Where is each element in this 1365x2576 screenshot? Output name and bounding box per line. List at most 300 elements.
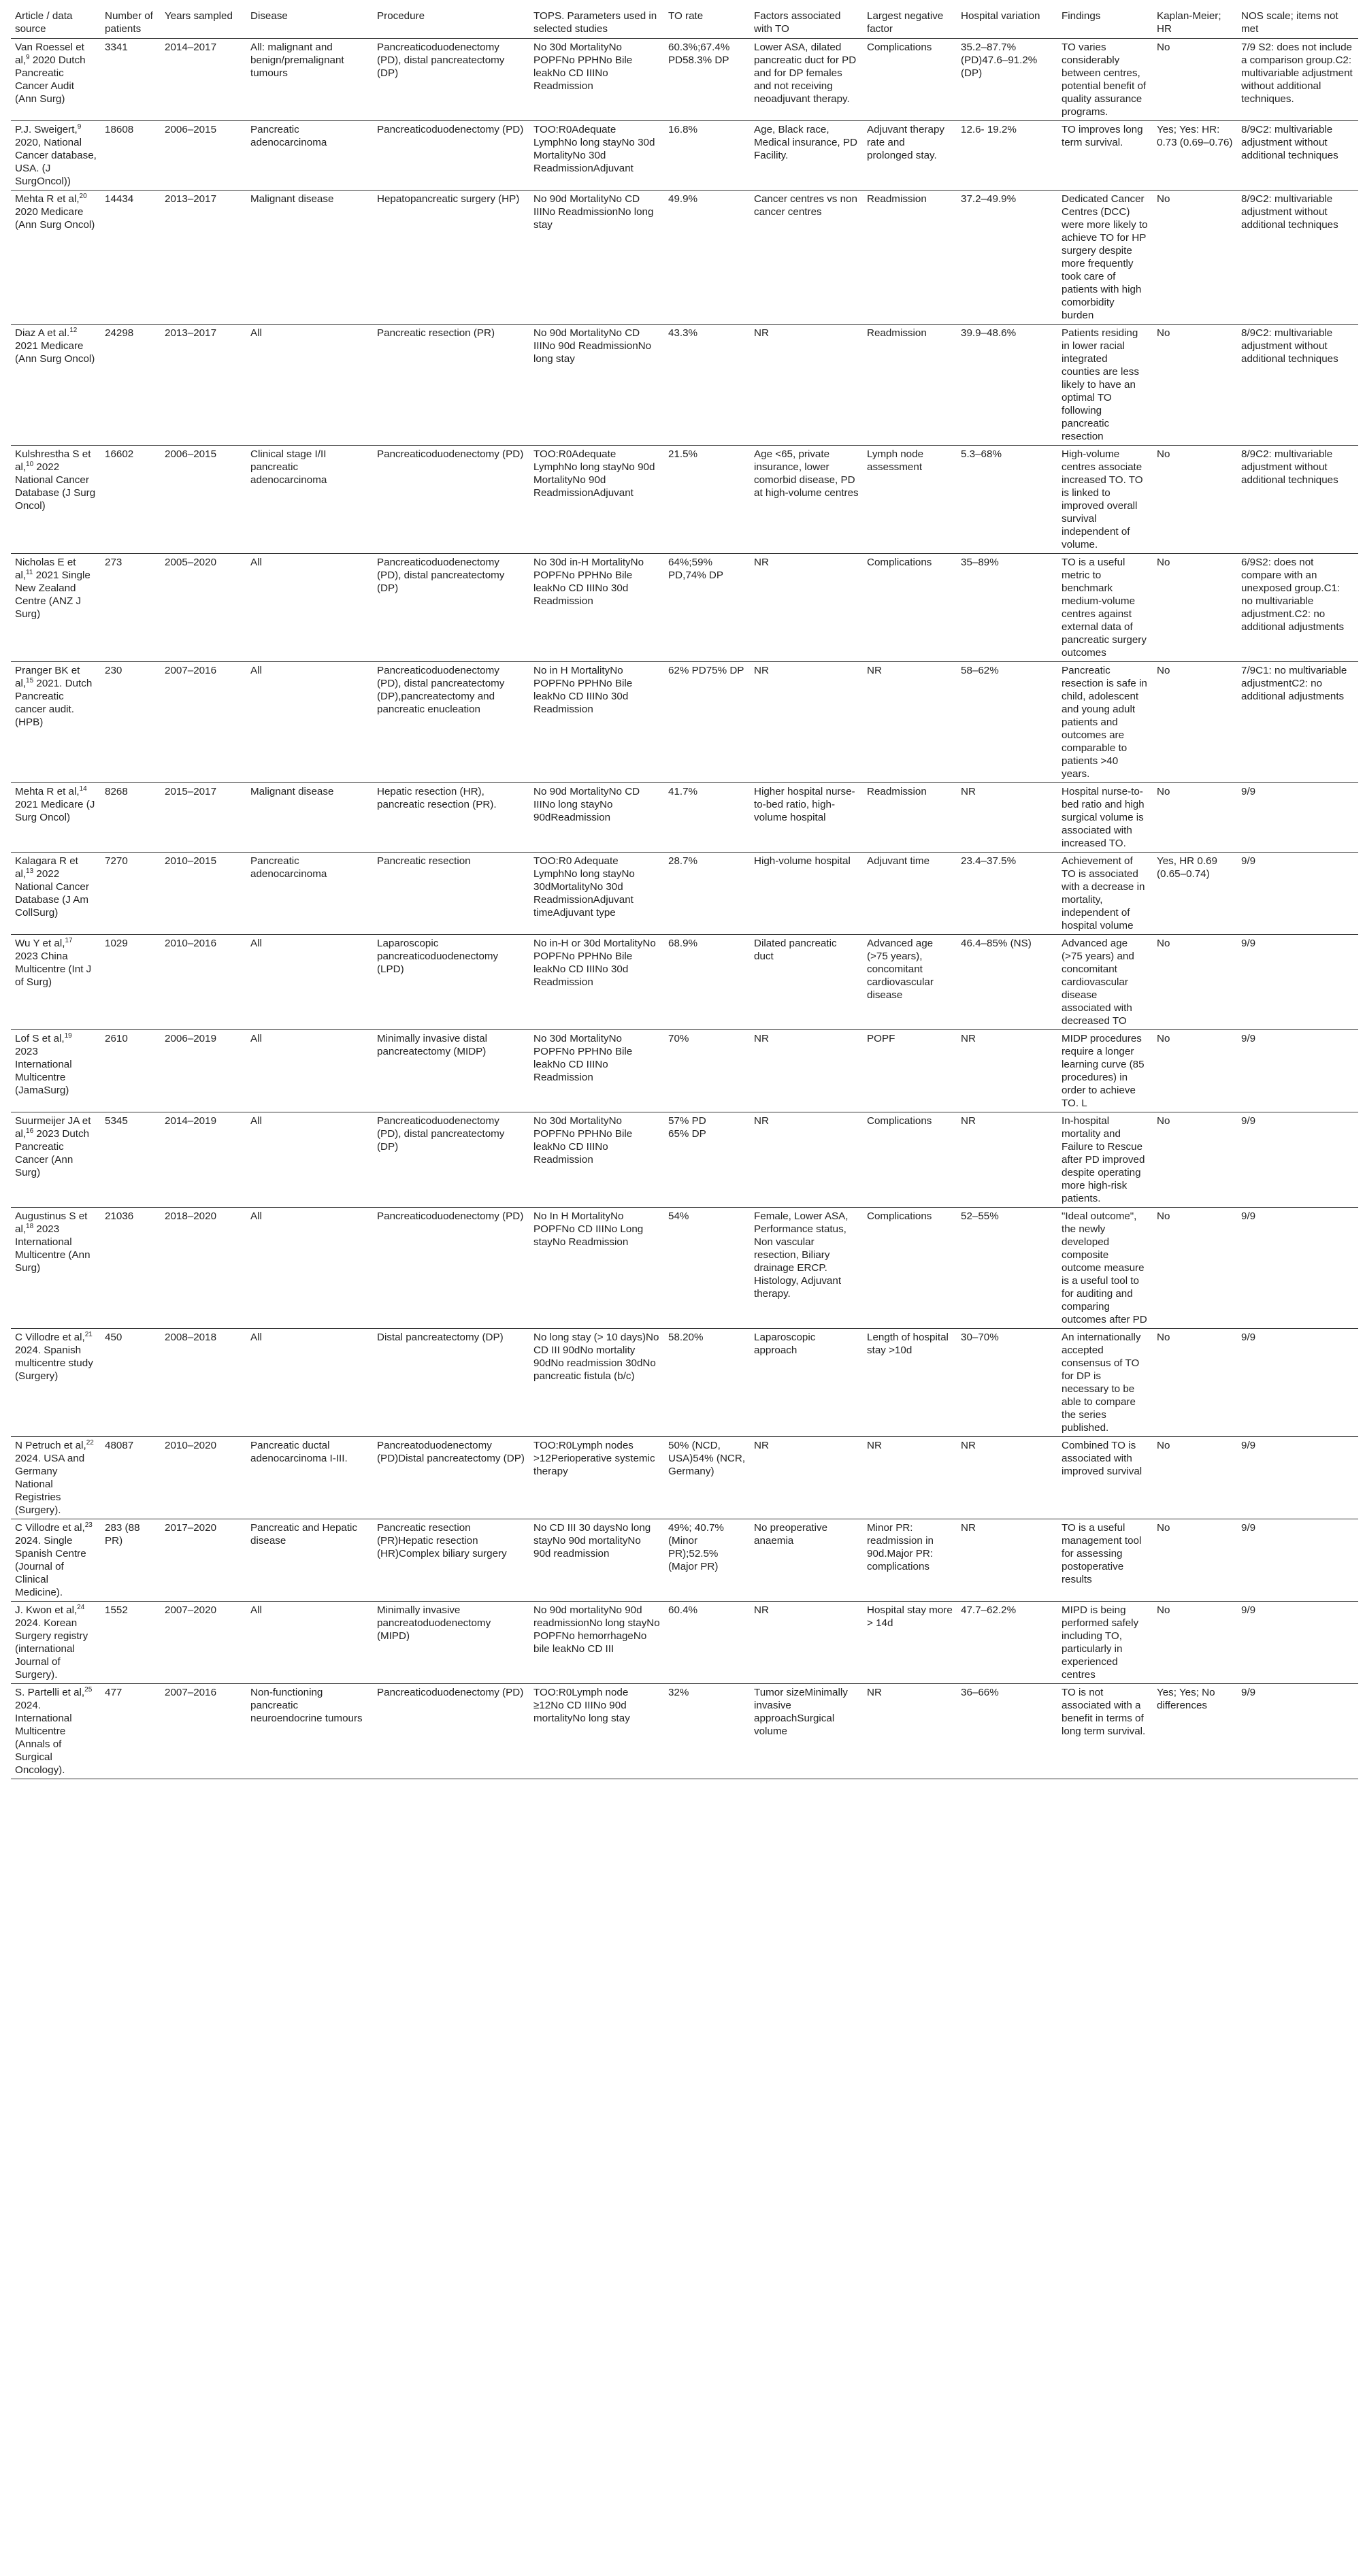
negative-factor-cell: Length of hospital stay >10d <box>863 1329 957 1437</box>
table-row <box>11 446 1358 554</box>
table-row <box>11 1684 1358 1779</box>
findings-cell: TO is not associated with a benefit in terms of long term survival. <box>1057 1684 1153 1779</box>
article-source: 2024. USA and Germany National Registries (Surgery). <box>15 1453 85 1516</box>
years-cell: 2007–2020 <box>161 1602 246 1684</box>
findings-cell: Combined TO is associated with improved survival <box>1057 1437 1153 1519</box>
article-author: Pranger BK et al, <box>15 665 80 689</box>
article-source: 2023 International Multicentre (Ann Surg) <box>15 1223 91 1274</box>
hospital-variation-cell: 58–62% <box>957 662 1057 783</box>
to-rate-cell: 58.20% <box>664 1329 750 1437</box>
article-source: 2024. International Multicentre (Annals of Surgical Oncology). <box>15 1700 72 1776</box>
hospital-variation-cell: NR <box>957 1519 1057 1602</box>
tops-cell: No 90d mortalityNo 90d readmissionNo long stayNo POPFNo hemorrhageNo bile leakNo CD III <box>529 1602 664 1684</box>
tops-cell: No 30d in-H MortalityNo POPFNo PPHNo Bile leakNo CD IIINo 30d Readmission <box>529 554 664 662</box>
hospital-variation-cell: 36–66% <box>957 1684 1057 1779</box>
reference-number: 9 <box>26 53 30 61</box>
article-source: 2020 Medicare (Ann Surg Oncol) <box>15 206 95 231</box>
factors-cell: Age, Black race, Medical insurance, PD Facility. <box>750 121 863 191</box>
hospital-variation-cell: 35.2–87.7% (PD)47.6–91.2% (DP) <box>957 39 1057 121</box>
procedure-cell: Minimally invasive distal pancreatectomy (MIDP) <box>373 1030 529 1112</box>
disease-cell: All <box>246 1112 373 1208</box>
to-rate-cell: 16.8% <box>664 121 750 191</box>
findings-cell: Hospital nurse-to-bed ratio and high surgical volume is associated with increased TO. <box>1057 783 1153 853</box>
to-rate-cell: 70% <box>664 1030 750 1112</box>
kaplan-meier-cell: No <box>1153 1208 1237 1329</box>
reference-number: 13 <box>26 867 34 875</box>
patients-cell: 1552 <box>101 1602 161 1684</box>
article-author: P.J. Sweigert, <box>15 124 78 135</box>
factors-cell: No preoperative anaemia <box>750 1519 863 1602</box>
to-rate-cell: 60.3%;67.4% PD58.3% DP <box>664 39 750 121</box>
procedure-cell: Hepatic resection (HR), pancreatic resection (PR). <box>373 783 529 853</box>
to-rate-cell: 41.7% <box>664 783 750 853</box>
kaplan-meier-cell: Yes; Yes; No differences <box>1153 1684 1237 1779</box>
reference-number: 23 <box>84 1521 93 1529</box>
table-container <box>11 7 1358 1779</box>
negative-factor-cell: Readmission <box>863 783 957 853</box>
article-source: 2020 Dutch Pancreatic Cancer Audit (Ann Surg) <box>15 54 86 105</box>
article-cell <box>11 853 101 935</box>
to-rate-cell: 49.9% <box>664 191 750 325</box>
years-cell: 2018–2020 <box>161 1208 246 1329</box>
patients-cell: 48087 <box>101 1437 161 1519</box>
article-source: 2023 Dutch Pancreatic Cancer (Ann Surg) <box>15 1128 90 1178</box>
patients-cell: 18608 <box>101 121 161 191</box>
column-header: Largest negative factor <box>863 7 957 39</box>
tops-cell: No CD III 30 daysNo long stayNo 90d mortalityNo 90d readmission <box>529 1519 664 1602</box>
kaplan-meier-cell: No <box>1153 1519 1237 1602</box>
column-header: TOPS. Parameters used in selected studies <box>529 7 664 39</box>
reference-number: 25 <box>84 1685 93 1694</box>
reference-number: 9 <box>77 122 82 131</box>
negative-factor-cell: Adjuvant time <box>863 853 957 935</box>
procedure-cell: Pancreaticoduodenectomy (PD) <box>373 121 529 191</box>
procedure-cell: Pancreaticoduodenectomy (PD) <box>373 1208 529 1329</box>
findings-cell: Achievement of TO is associated with a decrease in mortality, independent of hospital volume <box>1057 853 1153 935</box>
patients-cell: 8268 <box>101 783 161 853</box>
factors-cell: Laparoscopic approach <box>750 1329 863 1437</box>
disease-cell: Pancreatic and Hepatic disease <box>246 1519 373 1602</box>
factors-cell: NR <box>750 662 863 783</box>
article-cell <box>11 1602 101 1684</box>
header-row <box>11 7 1358 39</box>
reference-number: 19 <box>64 1031 72 1040</box>
article-author: Wu Y et al, <box>15 938 65 949</box>
disease-cell: All <box>246 1329 373 1437</box>
negative-factor-cell: Readmission <box>863 325 957 446</box>
article-cell <box>11 935 101 1030</box>
procedure-cell: Pancreaticoduodenectomy (PD), distal pancreatectomy (DP) <box>373 554 529 662</box>
kaplan-meier-cell: No <box>1153 783 1237 853</box>
table-row <box>11 1602 1358 1684</box>
article-author: C Villodre et al, <box>15 1522 85 1534</box>
factors-cell: Higher hospital nurse-to-bed ratio, high-volume hospital <box>750 783 863 853</box>
years-cell: 2006–2019 <box>161 1030 246 1112</box>
disease-cell: All <box>246 554 373 662</box>
factors-cell: NR <box>750 325 863 446</box>
patients-cell: 273 <box>101 554 161 662</box>
procedure-cell: Hepatopancreatic surgery (HP) <box>373 191 529 325</box>
table-row <box>11 783 1358 853</box>
to-rate-cell: 32% <box>664 1684 750 1779</box>
factors-cell: Tumor sizeMinimally invasive approachSurgical volume <box>750 1684 863 1779</box>
procedure-cell: Pancreatoduodenectomy (PD)Distal pancreatectomy (DP) <box>373 1437 529 1519</box>
table-body <box>11 39 1358 1779</box>
years-cell: 2006–2015 <box>161 121 246 191</box>
tops-cell: No 90d MortalityNo CD IIINo ReadmissionNo long stay <box>529 191 664 325</box>
article-source: 2024. Korean Surgery registry (international Journal of Surgery). <box>15 1617 88 1681</box>
article-author: Mehta R et al, <box>15 193 80 205</box>
kaplan-meier-cell: No <box>1153 554 1237 662</box>
article-author: J. Kwon et al, <box>15 1604 78 1616</box>
years-cell: 2013–2017 <box>161 191 246 325</box>
years-cell: 2010–2020 <box>161 1437 246 1519</box>
nos-cell: 8/9C2: multivariable adjustment without additional techniques <box>1237 191 1358 325</box>
article-source: 2022 National Cancer Database (J Surg Oncol) <box>15 461 96 512</box>
reference-number: 16 <box>26 1127 34 1135</box>
article-cell <box>11 554 101 662</box>
disease-cell: All <box>246 1030 373 1112</box>
article-cell <box>11 39 101 121</box>
negative-factor-cell: NR <box>863 662 957 783</box>
procedure-cell: Laparoscopic pancreaticoduodenectomy (LPD) <box>373 935 529 1030</box>
findings-cell: Pancreatic resection is safe in child, adolescent and young adult patients and outcomes are comparable to patients >40 years. <box>1057 662 1153 783</box>
findings-cell: "Ideal outcome", the newly developed composite outcome measure is a useful tool to for auditing and comparing outcomes after PD <box>1057 1208 1153 1329</box>
hospital-variation-cell: NR <box>957 1030 1057 1112</box>
kaplan-meier-cell: No <box>1153 446 1237 554</box>
reference-number: 15 <box>26 676 34 684</box>
column-header: Factors associated with TO <box>750 7 863 39</box>
table-row <box>11 1519 1358 1602</box>
article-source: 2023 China Multicentre (Int J of Surg) <box>15 951 92 988</box>
article-author: S. Partelli et al, <box>15 1687 85 1698</box>
years-cell: 2007–2016 <box>161 1684 246 1779</box>
patients-cell: 1029 <box>101 935 161 1030</box>
hospital-variation-cell: NR <box>957 1112 1057 1208</box>
negative-factor-cell: Complications <box>863 1112 957 1208</box>
table-row <box>11 1329 1358 1437</box>
reference-number: 20 <box>79 192 87 200</box>
findings-cell: In-hospital mortality and Failure to Rescue after PD improved despite operating more high-risk patients. <box>1057 1112 1153 1208</box>
column-header: Findings <box>1057 7 1153 39</box>
hospital-variation-cell: 52–55% <box>957 1208 1057 1329</box>
nos-cell: 9/9 <box>1237 1684 1358 1779</box>
patients-cell: 2610 <box>101 1030 161 1112</box>
article-cell <box>11 1684 101 1779</box>
article-cell <box>11 191 101 325</box>
article-source: 2023 International Multicentre (JamaSurg) <box>15 1046 72 1096</box>
article-author: C Villodre et al, <box>15 1332 85 1343</box>
column-header: NOS scale; items not met <box>1237 7 1358 39</box>
article-cell <box>11 783 101 853</box>
to-rate-cell: 21.5% <box>664 446 750 554</box>
disease-cell: All <box>246 1602 373 1684</box>
findings-cell: MIPD is being performed safely including TO, particularly in experienced centres <box>1057 1602 1153 1684</box>
article-cell <box>11 325 101 446</box>
nos-cell: 7/9C1: no multivariable adjustmentC2: no additional adjustments <box>1237 662 1358 783</box>
kaplan-meier-cell: No <box>1153 39 1237 121</box>
disease-cell: Malignant disease <box>246 783 373 853</box>
column-header: Disease <box>246 7 373 39</box>
article-cell <box>11 446 101 554</box>
nos-cell: 9/9 <box>1237 1208 1358 1329</box>
column-header: Procedure <box>373 7 529 39</box>
years-cell: 2013–2017 <box>161 325 246 446</box>
article-cell <box>11 1519 101 1602</box>
disease-cell: All <box>246 325 373 446</box>
negative-factor-cell: Complications <box>863 554 957 662</box>
kaplan-meier-cell: No <box>1153 935 1237 1030</box>
tops-cell: No in-H or 30d MortalityNo POPFNo PPHNo Bile leakNo CD IIINo 30d Readmission <box>529 935 664 1030</box>
procedure-cell: Pancreatic resection <box>373 853 529 935</box>
years-cell: 2014–2017 <box>161 39 246 121</box>
procedure-cell: Pancreaticoduodenectomy (PD), distal pancreatectomy (DP) <box>373 1112 529 1208</box>
hospital-variation-cell: 37.2–49.9% <box>957 191 1057 325</box>
years-cell: 2010–2016 <box>161 935 246 1030</box>
nos-cell: 6/9S2: does not compare with an unexposed group.C1: no multivariable adjustment.C2: no additional adjustments <box>1237 554 1358 662</box>
to-rate-cell: 50% (NCD, USA)54% (NCR, Germany) <box>664 1437 750 1519</box>
factors-cell: Female, Lower ASA, Performance status, Non vascular resection, Biliary drainage ERCP. Histology, Adjuvant therapy. <box>750 1208 863 1329</box>
to-rate-cell: 43.3% <box>664 325 750 446</box>
disease-cell: Pancreatic ductal adenocarcinoma I-III. <box>246 1437 373 1519</box>
to-rate-cell: 54% <box>664 1208 750 1329</box>
table-row <box>11 191 1358 325</box>
article-source: 2024. Spanish multicentre study (Surgery) <box>15 1344 93 1382</box>
tops-cell: No in H MortalityNo POPFNo PPHNo Bile leakNo CD IIINo 30d Readmission <box>529 662 664 783</box>
article-cell <box>11 1437 101 1519</box>
table-row <box>11 554 1358 662</box>
column-header: Hospital variation <box>957 7 1057 39</box>
kaplan-meier-cell: No <box>1153 1329 1237 1437</box>
hospital-variation-cell: 47.7–62.2% <box>957 1602 1057 1684</box>
patients-cell: 3341 <box>101 39 161 121</box>
nos-cell: 9/9 <box>1237 783 1358 853</box>
tops-cell: No long stay (> 10 days)No CD III 90dNo mortality 90dNo readmission 30dNo pancreatic fistula (b/c) <box>529 1329 664 1437</box>
article-author: Augustinus S et al, <box>15 1210 88 1235</box>
kaplan-meier-cell: No <box>1153 325 1237 446</box>
procedure-cell: Distal pancreatectomy (DP) <box>373 1329 529 1437</box>
article-source: 2020, National Cancer database, USA. (J SurgOncol)) <box>15 137 97 187</box>
article-cell <box>11 1329 101 1437</box>
article-source: 2022 National Cancer Database (J Am CollSurg) <box>15 868 89 919</box>
negative-factor-cell: Minor PR: readmission in 90d.Major PR: complications <box>863 1519 957 1602</box>
nos-cell: 9/9 <box>1237 1112 1358 1208</box>
findings-cell: High-volume centres associate increased TO. TO is linked to improved overall survival independent of volume. <box>1057 446 1153 554</box>
to-rate-cell: 68.9% <box>664 935 750 1030</box>
table-row <box>11 1437 1358 1519</box>
findings-cell: TO improves long term survival. <box>1057 121 1153 191</box>
to-rate-cell: 62% PD75% DP <box>664 662 750 783</box>
years-cell: 2010–2015 <box>161 853 246 935</box>
factors-cell: NR <box>750 1112 863 1208</box>
tops-cell: No In H MortalityNo POPFNo CD IIINo Long stayNo Readmission <box>529 1208 664 1329</box>
nos-cell: 9/9 <box>1237 1437 1358 1519</box>
findings-cell: TO varies considerably between centres, potential benefit of quality assurance programs. <box>1057 39 1153 121</box>
table-row <box>11 662 1358 783</box>
findings-cell: TO is a useful metric to benchmark medium-volume centres against external data of pancreatic surgery outcomes <box>1057 554 1153 662</box>
column-header: TO rate <box>664 7 750 39</box>
article-cell <box>11 662 101 783</box>
article-author: N Petruch et al, <box>15 1440 86 1451</box>
factors-cell: NR <box>750 554 863 662</box>
findings-cell: TO is a useful management tool for assessing postoperative results <box>1057 1519 1153 1602</box>
tops-cell: No 30d MortalityNo POPFNo PPHNo Bile leakNo CD IIINo Readmission <box>529 39 664 121</box>
disease-cell: Clinical stage I/II pancreatic adenocarcinoma <box>246 446 373 554</box>
to-rate-cell: 49%; 40.7% (Minor PR);52.5% (Major PR) <box>664 1519 750 1602</box>
table-row <box>11 1030 1358 1112</box>
years-cell: 2015–2017 <box>161 783 246 853</box>
nos-cell: 8/9C2: multivariable adjustment without additional techniques <box>1237 446 1358 554</box>
article-cell <box>11 1030 101 1112</box>
patients-cell: 16602 <box>101 446 161 554</box>
article-cell <box>11 1208 101 1329</box>
disease-cell: All <box>246 1208 373 1329</box>
tops-cell: TOO:R0Lymph node ≥12No CD IIINo 90d mortalityNo long stay <box>529 1684 664 1779</box>
nos-cell: 9/9 <box>1237 935 1358 1030</box>
negative-factor-cell: NR <box>863 1437 957 1519</box>
table-row <box>11 1208 1358 1329</box>
to-rate-cell: 64%;59% PD,74% DP <box>664 554 750 662</box>
negative-factor-cell: Readmission <box>863 191 957 325</box>
negative-factor-cell: NR <box>863 1684 957 1779</box>
table-row <box>11 1112 1358 1208</box>
patients-cell: 14434 <box>101 191 161 325</box>
reference-number: 11 <box>26 568 33 576</box>
years-cell: 2007–2016 <box>161 662 246 783</box>
patients-cell: 477 <box>101 1684 161 1779</box>
kaplan-meier-cell: Yes; Yes: HR: 0.73 (0.69–0.76) <box>1153 121 1237 191</box>
kaplan-meier-cell: Yes, HR 0.69 (0.65–0.74) <box>1153 853 1237 935</box>
article-author: Kalagara R et al, <box>15 855 78 880</box>
hospital-variation-cell: NR <box>957 1437 1057 1519</box>
nos-cell: 9/9 <box>1237 1030 1358 1112</box>
tops-cell: No 90d MortalityNo CD IIINo 90d ReadmissionNo long stay <box>529 325 664 446</box>
tops-cell: TOO:R0 Adequate LymphNo long stayNo 30dMortalityNo 30d ReadmissionAdjuvant timeAdjuvant type <box>529 853 664 935</box>
article-source: 2021 Medicare (J Surg Oncol) <box>15 799 95 823</box>
article-author: Lof S et al, <box>15 1033 65 1044</box>
disease-cell: Pancreatic adenocarcinoma <box>246 853 373 935</box>
nos-cell: 9/9 <box>1237 1519 1358 1602</box>
factors-cell: Lower ASA, dilated pancreatic duct for PD and for DP females and not receiving neoadjuvant therapy. <box>750 39 863 121</box>
studies-table <box>11 7 1358 1779</box>
article-source: 2021 Medicare (Ann Surg Oncol) <box>15 340 95 365</box>
negative-factor-cell: Lymph node assessment <box>863 446 957 554</box>
kaplan-meier-cell: No <box>1153 1602 1237 1684</box>
procedure-cell: Pancreaticoduodenectomy (PD) <box>373 1684 529 1779</box>
factors-cell: Age <65, private insurance, lower comorbid disease, PD at high-volume centres <box>750 446 863 554</box>
tops-cell: No 30d MortalityNo POPFNo PPHNo Bile leakNo CD IIINo Readmission <box>529 1112 664 1208</box>
hospital-variation-cell: 39.9–48.6% <box>957 325 1057 446</box>
patients-cell: 21036 <box>101 1208 161 1329</box>
kaplan-meier-cell: No <box>1153 1112 1237 1208</box>
years-cell: 2014–2019 <box>161 1112 246 1208</box>
factors-cell: High-volume hospital <box>750 853 863 935</box>
hospital-variation-cell: 46.4–85% (NS) <box>957 935 1057 1030</box>
factors-cell: Dilated pancreatic duct <box>750 935 863 1030</box>
reference-number: 21 <box>84 1330 93 1338</box>
nos-cell: 9/9 <box>1237 1602 1358 1684</box>
patients-cell: 24298 <box>101 325 161 446</box>
table-row <box>11 325 1358 446</box>
procedure-cell: Pancreatic resection (PR) <box>373 325 529 446</box>
patients-cell: 283 (88 PR) <box>101 1519 161 1602</box>
to-rate-cell: 60.4% <box>664 1602 750 1684</box>
article-source: 2024. Single Spanish Centre (Journal of Clinical Medicine). <box>15 1535 86 1598</box>
procedure-cell: Pancreaticoduodenectomy (PD), distal pancreatectomy (DP) <box>373 39 529 121</box>
nos-cell: 7/9 S2: does not include a comparison group.C2: multivariable adjustment without additional techniques. <box>1237 39 1358 121</box>
hospital-variation-cell: 30–70% <box>957 1329 1057 1437</box>
hospital-variation-cell: 5.3–68% <box>957 446 1057 554</box>
years-cell: 2008–2018 <box>161 1329 246 1437</box>
table-row <box>11 853 1358 935</box>
procedure-cell: Pancreaticoduodenectomy (PD), distal pancreatectomy (DP),pancreatectomy and pancreatic enucleation <box>373 662 529 783</box>
years-cell: 2005–2020 <box>161 554 246 662</box>
disease-cell: Pancreatic adenocarcinoma <box>246 121 373 191</box>
nos-cell: 8/9C2: multivariable adjustment without additional techniques <box>1237 325 1358 446</box>
reference-number: 24 <box>77 1603 85 1611</box>
article-author: Diaz A et al. <box>15 327 70 339</box>
nos-cell: 9/9 <box>1237 853 1358 935</box>
reference-number: 17 <box>65 936 73 944</box>
to-rate-cell: 57% PD 65% DP <box>664 1112 750 1208</box>
years-cell: 2017–2020 <box>161 1519 246 1602</box>
column-header: Kaplan-Meier; HR <box>1153 7 1237 39</box>
article-author: Mehta R et al, <box>15 786 80 797</box>
findings-cell: Dedicated Cancer Centres (DCC) were more likely to achieve TO for HP surgery despite more frequently took care of patients with high comorbidity burden <box>1057 191 1153 325</box>
column-header: Number of patients <box>101 7 161 39</box>
article-source: 2021 Single New Zealand Centre (ANZ J Surg) <box>15 569 91 620</box>
article-author: Suurmeijer JA et al, <box>15 1115 91 1140</box>
table-row <box>11 935 1358 1030</box>
findings-cell: An internationally accepted consensus of TO for DP is necessary to be able to compare the series published. <box>1057 1329 1153 1437</box>
findings-cell: Patients residing in lower racial integrated counties are less likely to have an optimal TO following pancreatic resection <box>1057 325 1153 446</box>
factors-cell: Cancer centres vs non cancer centres <box>750 191 863 325</box>
years-cell: 2006–2015 <box>161 446 246 554</box>
disease-cell: All: malignant and benign/premalignant tumours <box>246 39 373 121</box>
to-rate-cell: 28.7% <box>664 853 750 935</box>
kaplan-meier-cell: No <box>1153 1030 1237 1112</box>
disease-cell: Malignant disease <box>246 191 373 325</box>
article-source: 2021. Dutch Pancreatic cancer audit. (HPB) <box>15 678 93 728</box>
factors-cell: NR <box>750 1602 863 1684</box>
disease-cell: Non-functioning pancreatic neuroendocrine tumours <box>246 1684 373 1779</box>
article-author: Kulshrestha S et al, <box>15 448 91 473</box>
article-cell <box>11 1112 101 1208</box>
disease-cell: All <box>246 935 373 1030</box>
hospital-variation-cell: NR <box>957 783 1057 853</box>
tops-cell: No 30d MortalityNo POPFNo PPHNo Bile leakNo CD IIINo Readmission <box>529 1030 664 1112</box>
tops-cell: No 90d MortalityNo CD IIINo long stayNo 90dReadmission <box>529 783 664 853</box>
negative-factor-cell: Complications <box>863 1208 957 1329</box>
kaplan-meier-cell: No <box>1153 662 1237 783</box>
article-author: Nicholas E et al, <box>15 557 76 581</box>
reference-number: 22 <box>86 1438 94 1447</box>
reference-number: 10 <box>26 460 34 468</box>
negative-factor-cell: Advanced age (>75 years), concomitant cardiovascular disease <box>863 935 957 1030</box>
reference-number: 12 <box>69 326 78 334</box>
reference-number: 14 <box>79 785 87 793</box>
factors-cell: NR <box>750 1437 863 1519</box>
patients-cell: 230 <box>101 662 161 783</box>
patients-cell: 5345 <box>101 1112 161 1208</box>
table-row <box>11 121 1358 191</box>
table-row <box>11 39 1358 121</box>
negative-factor-cell: POPF <box>863 1030 957 1112</box>
disease-cell: All <box>246 662 373 783</box>
procedure-cell: Pancreatic resection (PR)Hepatic resection (HR)Complex biliary surgery <box>373 1519 529 1602</box>
procedure-cell: Pancreaticoduodenectomy (PD) <box>373 446 529 554</box>
tops-cell: TOO:R0Lymph nodes >12Perioperative systemic therapy <box>529 1437 664 1519</box>
